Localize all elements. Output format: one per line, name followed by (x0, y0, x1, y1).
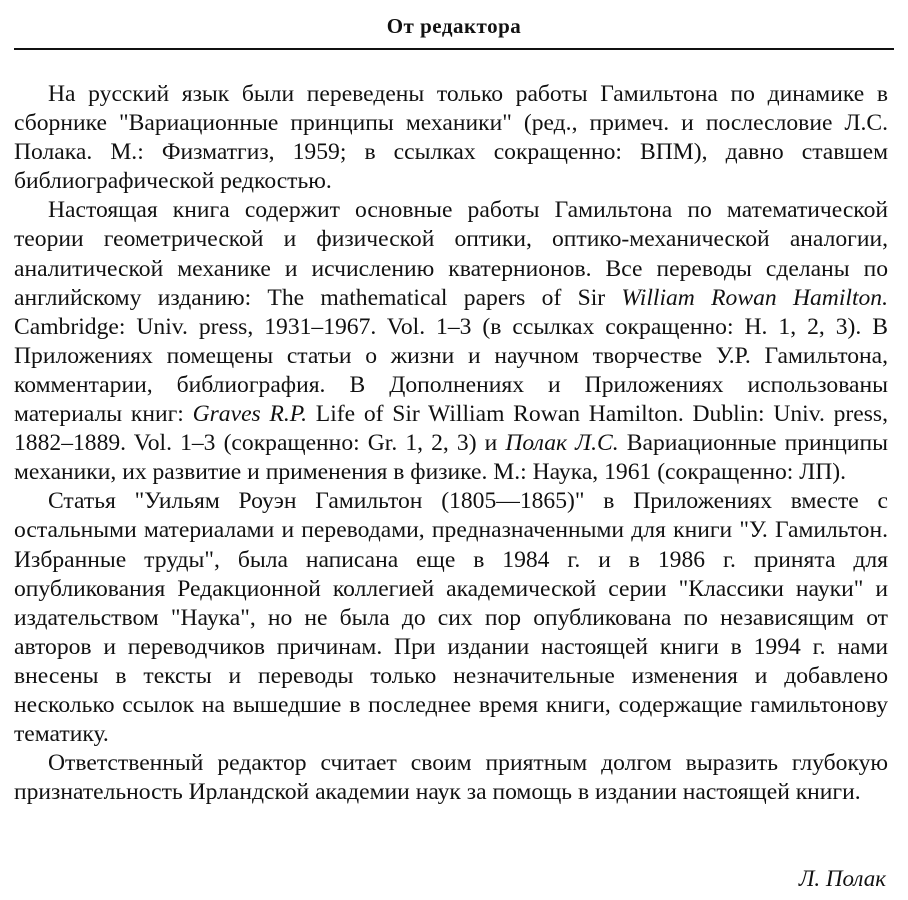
paragraph-2-text-a: Настоящая книга содержит основные работы Гамильтона по математической теории геометрической и физической оптики, оптико-механической аналогии, аналитической механике и исчислению кватернионов. Все переводы сделаны по английскому изданию: The mathematical papers of Sir (14, 197, 888, 311)
paragraph-3-text: Статья "Уильям Роуэн Гамильтон (1805—1865)" в Приложениях вместе с остальными материалами и переводами, предназначенными для книги "У. Гамильтон. Избранные труды", была написана еще в 1984 г. и в 1986 г. принята для опубликования Редакционной коллегией академической серии "Классики науки" и издательством "Наука", но не была до сих пор опубликована по независящим от авторов и переводчиков причинам. При издании настоящей книги в 1994 г. нами внесены в тексты и переводы только незначительные изменения и добавлено несколько ссылок на вышедшие в последнее время книги, содержащие гамильтонову тематику. (14, 488, 888, 748)
paragraph-2-text-d: Вариационные принципы механики, их развитие и применения в физике. М.: Наука, 1961 (сокращенно: ЛП). (14, 430, 888, 486)
paragraph-2-italic-author-polak: Полак Л.С. (505, 430, 619, 457)
paragraph-4 (14, 749, 888, 807)
editor-signature: Л. Полак (798, 866, 886, 891)
paragraph-1-text: На русский язык были переведены только работы Гамильтона по динамике в сборнике "Вариационные принципы механики" (ред., примеч. и послесловие Л.С. Полака. М.: Физматгиз, 1959; в ссылках сокращенно: ВПМ), давно ставшем библиографической редкостью. (14, 81, 888, 195)
paragraph-2-text-b: Cambridge: Univ. press, 1931–1967. Vol. 1–3 (в ссылках сокращенно: H. 1, 2, 3). В Приложениях помещены статьи о жизни и научном творчестве У.Р. Гамильтона, комментарии, библиография. В Дополнениях и Приложениях использованы материалы книг: (14, 313, 888, 428)
body-text (14, 80, 888, 807)
paragraph-2 (14, 196, 888, 487)
paragraph-1 (14, 80, 888, 196)
paragraph-3 (14, 487, 888, 749)
paragraph-2-italic-author-graves: Graves R.P. (192, 401, 308, 428)
paragraph-4-text: Ответственный редактор считает своим приятным долгом выразить глубокую признательность Ирландской академии наук за помощь в издании настоящей книги. (14, 750, 888, 806)
page-title: От редактора (386, 14, 522, 38)
paragraph-2-italic-title: William Rowan Hamilton. (621, 284, 888, 311)
paragraph-2-text-c: Life of Sir William Rowan Hamilton. Dublin: Univ. press, 1882–1889. Vol. 1–3 (сокращенно: Gr. 1, 2, 3) и (14, 401, 889, 457)
header-divider (14, 48, 894, 50)
